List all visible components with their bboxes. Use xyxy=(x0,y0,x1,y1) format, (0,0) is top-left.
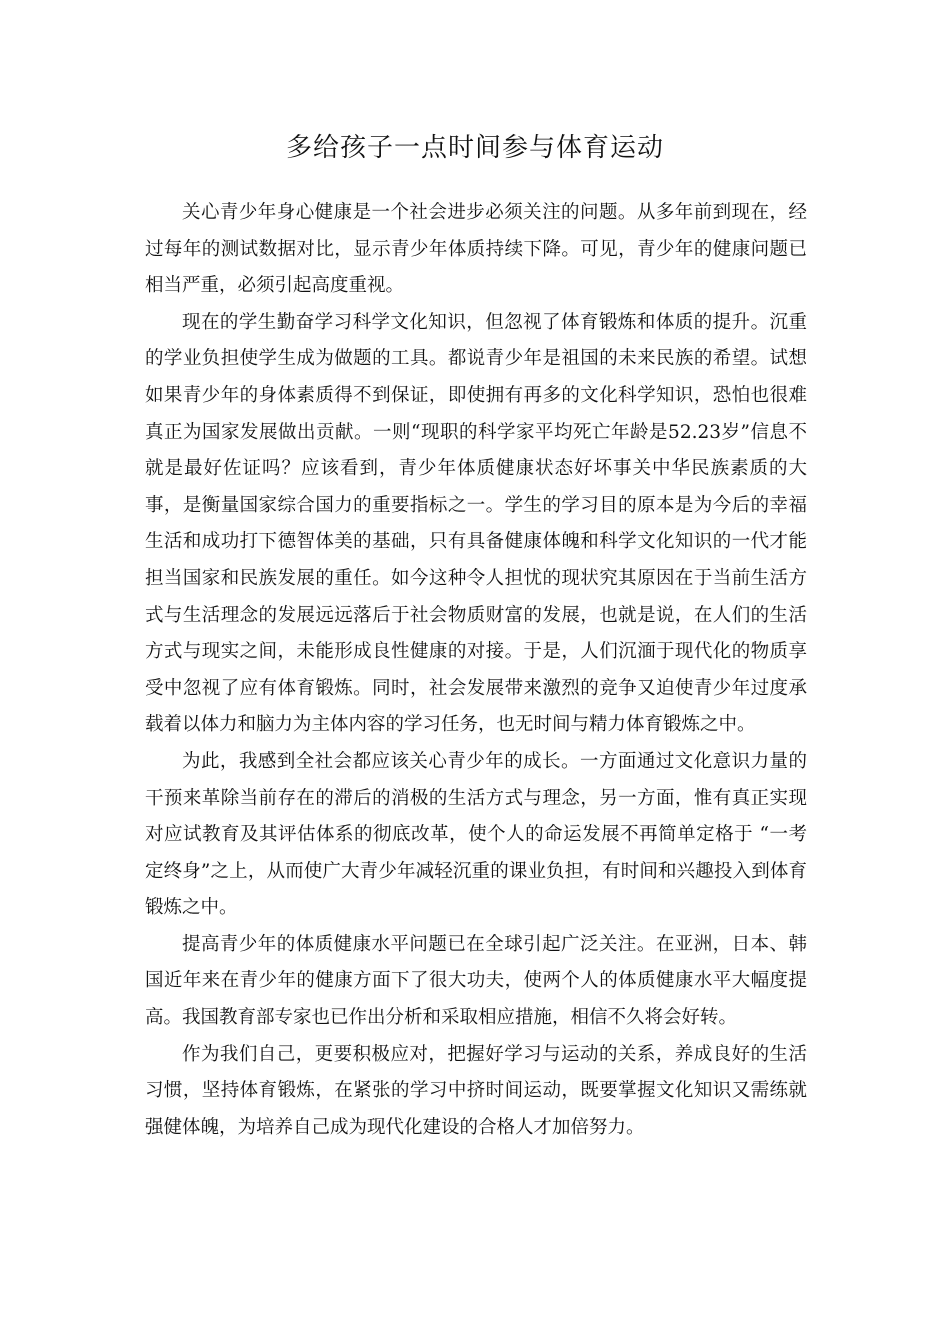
paragraph-5: 作为我们自己，更要积极应对，把握好学习与运动的关系，养成良好的生活习惯，坚持体育锻炼，在紧张的学习中挤时间运动，既要掌握文化知识又需练就强健体魄，为培养自己成为现代化建设的合格人才加倍努力。 xyxy=(145,1043,807,1138)
document-title: 多给孩子一点时间参与体育运动 xyxy=(285,133,664,163)
paragraph-1: 关心青少年身心健康是一个社会进步必须关注的问题。从多年前到现在，经过每年的测试数据对比，显示青少年体质持续下降。可见，青少年的健康问题已相当严重，必须引起高度重视。 xyxy=(145,202,807,297)
paragraph-2: 现在的学生勤奋学习科学文化知识，但忽视了体育锻炼和体质的提升。沉重的学业负担使学生成为做题的工具。都说青少年是祖国的未来民族的希望。试想如果青少年的身体素质得不到保证，即使拥有再多的文化科学知识，恐怕也很难真正为国家发展做出贡献。一则“现职的科学家平均死亡年龄是52.23岁”信息不就是最好佐证吗？应该看到，青少年体质健康状态好坏事关中华民族素质的大事，是衡量国家综合国力的重要指标之一。学生的学习目的原本是为今后的幸福生活和成功打下德智体美的基础，只有具备健康体魄和科学文化知识的一代才能担当国家和民族发展的重任。如今这种令人担忧的现状究其原因在于当前生活方式与生活理念的发展远远落后于社会物质财富的发展，也就是说，在人们的生活方式与现实之间，未能形成良性健康的对接。于是，人们沉湎于现代化的物质享受中忽视了应有体育锻炼。同时，社会发展带来激烈的竞争又迫使青少年过度承载着以体力和脑力为主体内容的学习任务，也无时间与精力体育锻炼之中。 xyxy=(145,311,807,736)
document-body xyxy=(145,195,807,1146)
paragraph-3: 为此，我感到全社会都应该关心青少年的成长。一方面通过文化意识力量的干预来革除当前存在的滞后的消极的生活方式与理念，另一方面，惟有真正实现对应试教育及其评估体系的彻底改革，使个人的命运发展不再简单定格于 “一考定终身”之上，从而使广大青少年减轻沉重的课业负担，有时间和兴趣投入到体育锻炼之中。 xyxy=(145,750,807,919)
paragraph-4: 提高青少年的体质健康水平问题已在全球引起广泛关注。在亚洲，日本、韩国近年来在青少年的健康方面下了很大功夫，使两个人的体质健康水平大幅度提高。我国教育部专家也已作出分析和采取相应措施，相信不久将会好转。 xyxy=(145,933,807,1029)
